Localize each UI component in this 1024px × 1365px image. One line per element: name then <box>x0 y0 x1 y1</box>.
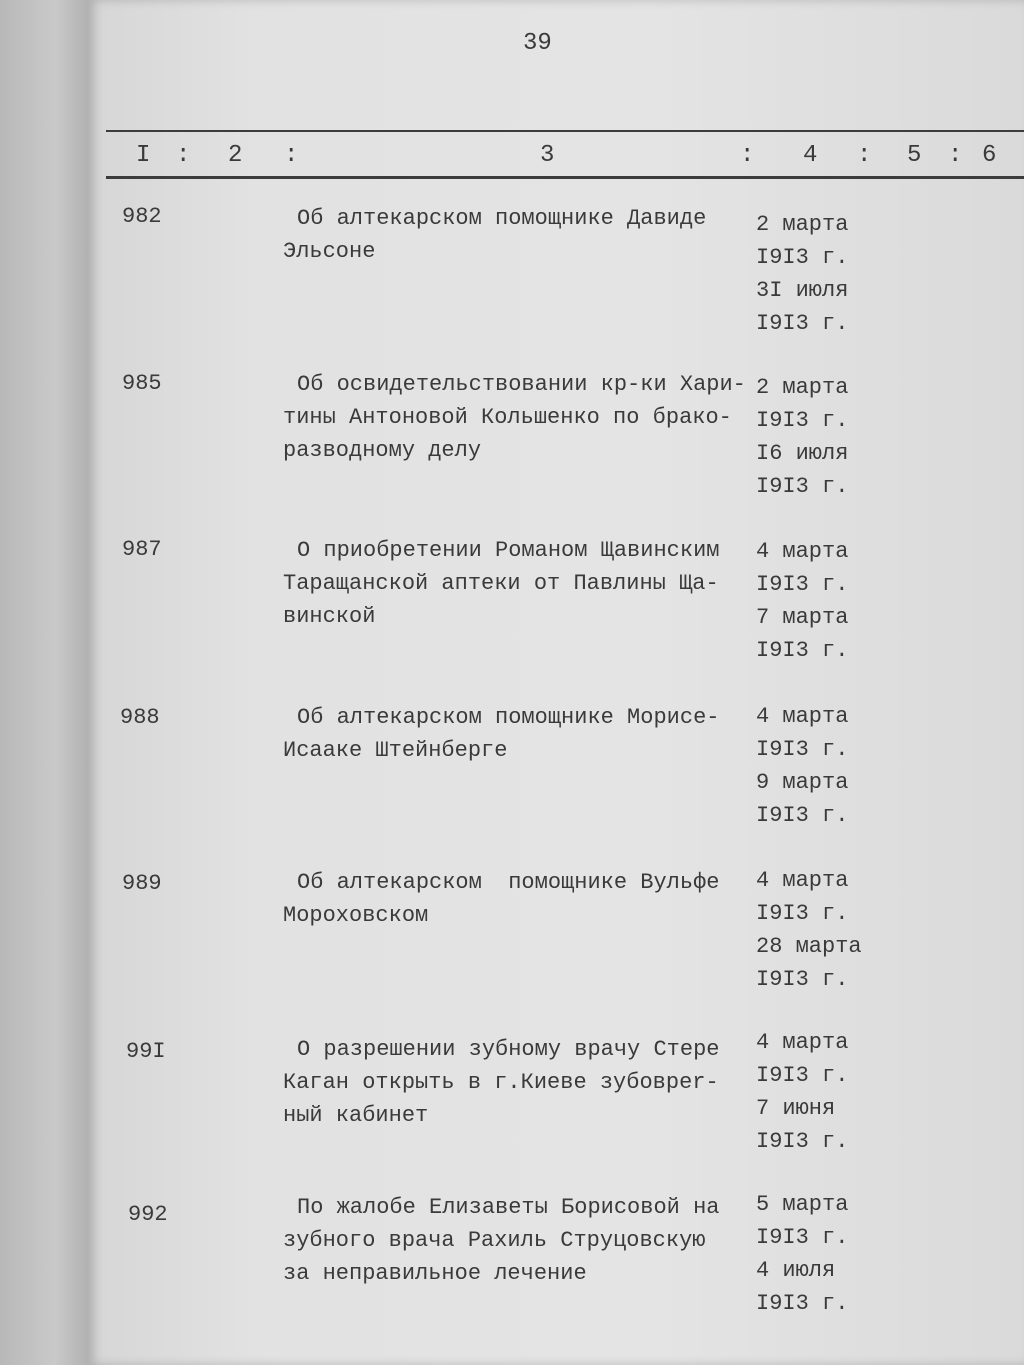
entry-dates <box>756 700 848 832</box>
date-line: I9I3 г. <box>756 901 849 926</box>
date-line: I9I3 г. <box>756 245 849 270</box>
description-line: Об алтекарском помощнике Морисе- <box>297 705 720 730</box>
entry-description <box>283 202 743 268</box>
entry-description <box>283 1033 743 1132</box>
description-line: Эльсоне <box>283 239 376 264</box>
entry-number: 992 <box>128 1202 168 1227</box>
col-header-5: 5 <box>907 142 922 169</box>
date-line: I9I3 г. <box>756 1063 849 1088</box>
date-line: I9I3 г. <box>756 311 849 336</box>
date-line: I9I3 г. <box>756 474 849 499</box>
entry-description <box>283 534 743 633</box>
entry-description <box>283 866 743 932</box>
col-header-3: 3 <box>540 142 555 169</box>
header-top-rule <box>106 130 1024 132</box>
description-line: О разрешении зубному врачу Стере <box>297 1037 720 1062</box>
entry-dates <box>756 208 848 340</box>
description-line: Каган открыть в г.Киеве зубовper- <box>283 1070 719 1095</box>
entry-dates <box>756 1188 848 1320</box>
description-line: ный кабинет <box>283 1103 429 1128</box>
description-line: Об освидетельствовании кр-ки Хари- <box>297 372 746 397</box>
description-line: тины Антоновой Кольшенко по брако- <box>283 405 732 430</box>
date-line: 4 марта <box>756 1030 849 1055</box>
date-line: 4 марта <box>756 868 849 893</box>
underlying-page-edge <box>0 0 100 1365</box>
col-header-sep: : <box>740 142 755 169</box>
entry-dates <box>756 371 848 503</box>
date-line: I9I3 г. <box>756 967 849 992</box>
col-header-sep: : <box>948 142 963 169</box>
description-line: По жалобе Елизаветы Борисовой на <box>297 1195 720 1220</box>
date-line: I9I3 г. <box>756 1129 849 1154</box>
date-line: 2 марта <box>756 212 849 237</box>
entry-description <box>283 368 746 467</box>
col-header-sep: : <box>176 142 191 169</box>
header-bottom-rule <box>106 176 1024 179</box>
col-header-2: 2 <box>228 142 243 169</box>
date-line: 5 марта <box>756 1192 849 1217</box>
description-line: разводному делу <box>283 438 482 463</box>
entry-number: 985 <box>122 371 162 396</box>
date-line: I6 июля <box>756 441 849 466</box>
date-line: 7 марта <box>756 605 849 630</box>
entry-dates <box>756 1026 848 1158</box>
page-number: 39 <box>523 30 552 57</box>
entry-number: 988 <box>120 705 160 730</box>
description-line: О приобретении Романом Щавинским <box>297 538 720 563</box>
date-line: I9I3 г. <box>756 572 849 597</box>
col-header-1: I <box>136 142 151 169</box>
description-line: Исааке Штейнберге <box>283 738 508 763</box>
entry-number: 989 <box>122 871 162 896</box>
date-line: 7 июня <box>756 1096 836 1121</box>
entry-number: 99I <box>126 1039 166 1064</box>
description-line: Таращанской аптеки от Павлины Ща- <box>283 571 719 596</box>
col-header-4: 4 <box>803 142 818 169</box>
col-header-sep: : <box>284 142 299 169</box>
description-line: Об алтекарском помощнике Вульфе <box>297 870 720 895</box>
description-line: винской <box>283 604 376 629</box>
description-line: Об алтекарском помощнике Давиде <box>297 206 707 231</box>
entry-number: 987 <box>122 537 162 562</box>
entry-dates <box>756 535 848 667</box>
date-line: I9I3 г. <box>756 803 849 828</box>
date-line: I9I3 г. <box>756 737 849 762</box>
entry-description <box>283 1191 743 1290</box>
entry-dates <box>756 864 862 996</box>
date-line: I9I3 г. <box>756 1225 849 1250</box>
description-line: Мороховском <box>283 903 429 928</box>
description-line: за неправильное лечение <box>283 1261 587 1286</box>
date-line: 4 марта <box>756 539 849 564</box>
date-line: 2 марта <box>756 375 849 400</box>
date-line: I9I3 г. <box>756 1291 849 1316</box>
col-header-sep: : <box>857 142 872 169</box>
col-header-6: 6 <box>982 142 997 169</box>
entry-number: 982 <box>122 204 162 229</box>
date-line: 9 марта <box>756 770 849 795</box>
date-line: 4 марта <box>756 704 849 729</box>
date-line: I9I3 г. <box>756 408 849 433</box>
date-line: 3I июля <box>756 278 849 303</box>
entry-description <box>283 701 743 767</box>
date-line: I9I3 г. <box>756 638 849 663</box>
date-line: 4 июля <box>756 1258 836 1283</box>
date-line: 28 марта <box>756 934 862 959</box>
description-line: зубного врача Рахиль Струцовскую <box>283 1228 706 1253</box>
